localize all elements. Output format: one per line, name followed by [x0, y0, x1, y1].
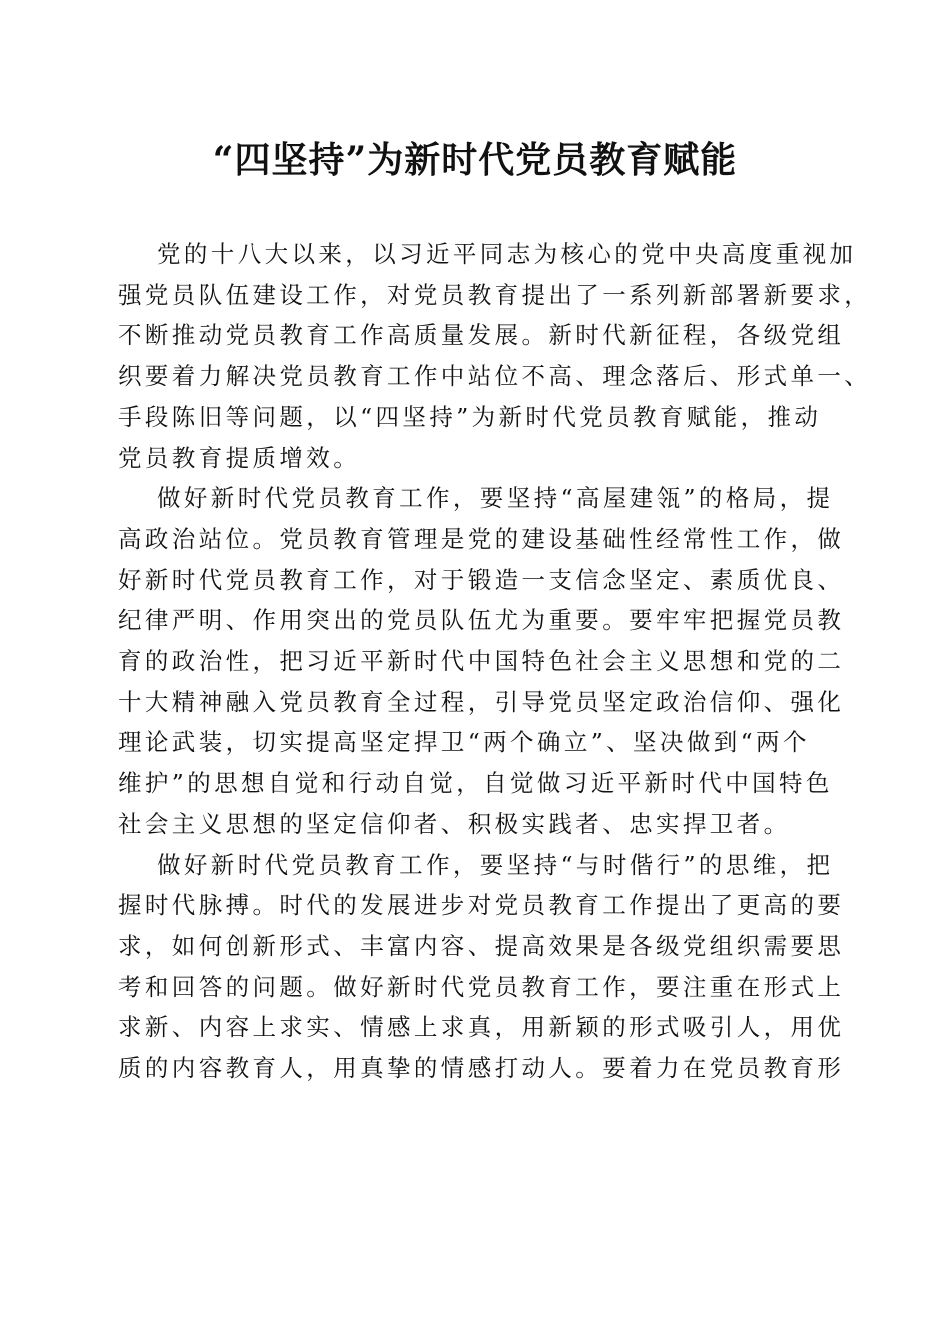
text-line: 纪律严明、作用突出的党员队伍尤为重要。要牢牢把握党员教 — [118, 606, 845, 635]
text-line: 社会主义思想的坚定信仰者、积极实践者、忠实捍卫者。 — [118, 809, 791, 838]
text-line: 党的十八大以来，以习近平同志为核心的党中央高度重视加 — [157, 240, 857, 268]
paragraph-1 — [118, 234, 872, 478]
text-line: 握时代脉搏。时代的发展进步对党员教育工作提出了更高的要 — [118, 891, 845, 920]
text-line: 好新时代党员教育工作，对于锻造一支信念坚定、素质优良、 — [118, 565, 845, 594]
text-line: 做好新时代党员教育工作，要坚持“高屋建瓴”的格局，提 — [157, 484, 834, 513]
text-line: 不断推动党员教育工作高质量发展。新时代新征程，各级党组 — [118, 321, 845, 350]
text-line: 求新、内容上求实、情感上求真，用新颖的形式吸引人，用优 — [118, 1013, 845, 1042]
text-line: 理论武装，切实提高坚定捍卫“两个确立”、坚决做到“两个 — [118, 728, 810, 757]
document-body — [118, 234, 872, 1089]
paragraph-2 — [118, 478, 845, 844]
text-line: 手段陈旧等问题，以“四坚持”为新时代党员教育赋能，推动 — [118, 402, 822, 431]
text-line: 党员教育提质增效。 — [118, 443, 361, 472]
document-title: “四坚持”为新时代党员教育赋能 — [212, 139, 738, 181]
paragraph-3 — [118, 845, 845, 1089]
text-line: 强党员队伍建设工作，对党员教育提出了一系列新部署新要求， — [118, 280, 872, 309]
text-line: 做好新时代党员教育工作，要坚持“与时偕行”的思维，把 — [157, 850, 834, 879]
text-line: 高政治站位。党员教育管理是党的建设基础性经常性工作，做 — [118, 524, 845, 553]
text-line: 十大精神融入党员教育全过程，引导党员坚定政治信仰、强化 — [118, 687, 845, 716]
text-line: 织要着力解决党员教育工作中站位不高、理念落后、形式单一、 — [118, 362, 872, 391]
text-line: 求，如何创新形式、丰富内容、提高效果是各级党组织需要思 — [118, 931, 845, 960]
text-line: 维护”的思想自觉和行动自觉，自觉做习近平新时代中国特色 — [118, 769, 833, 798]
text-line: 质的内容教育人，用真挚的情感打动人。要着力在党员教育形 — [118, 1054, 845, 1083]
text-line: 育的政治性，把习近平新时代中国特色社会主义思想和党的二 — [118, 647, 845, 676]
text-line: 考和回答的问题。做好新时代党员教育工作，要注重在形式上 — [118, 972, 845, 1001]
